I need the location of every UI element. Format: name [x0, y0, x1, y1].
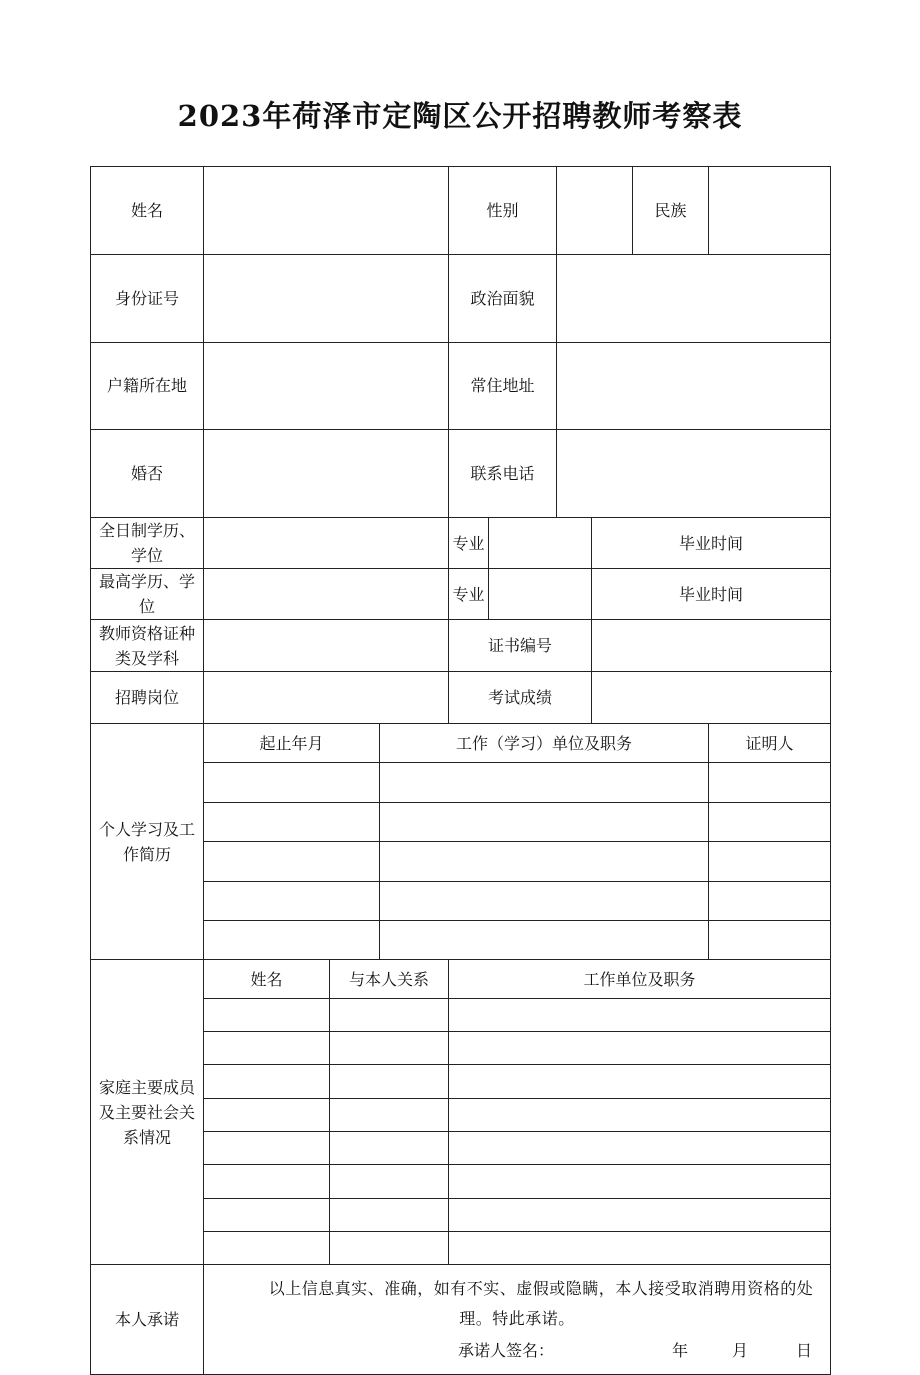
family-name-cell[interactable]: [204, 1132, 330, 1165]
politics-label: 政治面貌: [449, 254, 557, 342]
resume-unit-cell[interactable]: [380, 763, 709, 803]
fulltime-degree-label: 全日制学历、学位: [91, 518, 204, 569]
resume-unit-cell[interactable]: [380, 882, 709, 921]
family-col-unit: 工作单位及职务: [449, 960, 831, 999]
family-section-label: 家庭主要成员及主要社会关系情况: [91, 960, 204, 1265]
cert-number-field[interactable]: [592, 620, 831, 672]
phone-field[interactable]: [557, 430, 831, 518]
fulltime-grad-time-label: 毕业时间: [592, 518, 831, 569]
fulltime-major-label: 专业: [449, 518, 489, 569]
family-unit-cell[interactable]: [449, 1132, 831, 1165]
resume-witness-cell[interactable]: [709, 803, 831, 842]
address-field[interactable]: [557, 342, 831, 430]
recruit-post-label: 招聘岗位: [91, 672, 204, 724]
fulltime-degree-field[interactable]: [204, 518, 449, 569]
resume-col-unit: 工作（学习）单位及职务: [380, 724, 709, 763]
family-relation-cell[interactable]: [330, 1165, 449, 1199]
family-relation-cell[interactable]: [330, 1065, 449, 1099]
resume-col-witness: 证明人: [709, 724, 831, 763]
signer-label: 承诺人签名：: [457, 1340, 554, 1360]
address-label: 常住地址: [449, 342, 557, 430]
resume-col-period: 起止年月: [204, 724, 380, 763]
recruit-post-field[interactable]: [204, 672, 449, 724]
marital-field[interactable]: [204, 430, 449, 518]
family-unit-cell[interactable]: [449, 1165, 831, 1199]
family-name-cell[interactable]: [204, 1199, 330, 1232]
exam-score-label: 考试成绩: [449, 672, 592, 724]
signature-line: [206, 1336, 828, 1366]
family-name-cell[interactable]: [204, 1165, 330, 1199]
marital-label: 婚否: [91, 430, 204, 518]
highest-degree-label: 最高学历、学位: [91, 569, 204, 620]
hukou-label: 户籍所在地: [91, 342, 204, 430]
resume-unit-cell[interactable]: [380, 803, 709, 842]
resume-period-cell[interactable]: [204, 842, 380, 882]
family-unit-cell[interactable]: [449, 1199, 831, 1232]
exam-score-field[interactable]: [592, 672, 831, 724]
resume-period-cell[interactable]: [204, 803, 380, 842]
highest-degree-field[interactable]: [204, 569, 449, 620]
family-relation-cell[interactable]: [330, 999, 449, 1032]
politics-field[interactable]: [557, 254, 831, 342]
highest-major-field[interactable]: [489, 569, 592, 620]
resume-section-label: 个人学习及工作简历: [91, 724, 204, 960]
resume-unit-cell[interactable]: [380, 842, 709, 882]
family-relation-cell[interactable]: [330, 1032, 449, 1065]
commitment-cell: [204, 1265, 831, 1375]
family-unit-cell[interactable]: [449, 1065, 831, 1099]
ethnicity-label: 民族: [633, 167, 709, 255]
resume-period-cell[interactable]: [204, 763, 380, 803]
highest-major-label: 专业: [449, 569, 489, 620]
day-label: 日: [796, 1340, 813, 1360]
resume-period-cell[interactable]: [204, 882, 380, 921]
ethnicity-field[interactable]: [709, 167, 831, 255]
id-field[interactable]: [204, 254, 449, 342]
family-unit-cell[interactable]: [449, 1099, 831, 1132]
family-name-cell[interactable]: [204, 1032, 330, 1065]
family-col-relation: 与本人关系: [330, 960, 449, 999]
resume-witness-cell[interactable]: [709, 921, 831, 960]
inspection-form: [90, 166, 830, 1375]
resume-witness-cell[interactable]: [709, 842, 831, 882]
teacher-cert-field[interactable]: [204, 620, 449, 672]
family-col-name: 姓名: [204, 960, 330, 999]
resume-period-cell[interactable]: [204, 921, 380, 960]
family-name-cell[interactable]: [204, 1099, 330, 1132]
gender-field[interactable]: [557, 167, 633, 255]
gender-label: 性别: [449, 167, 557, 255]
family-name-cell[interactable]: [204, 1065, 330, 1099]
form-table: [90, 166, 831, 1375]
month-label: 月: [732, 1340, 749, 1360]
phone-label: 联系电话: [449, 430, 557, 518]
cert-number-label: 证书编号: [449, 620, 592, 672]
family-name-cell[interactable]: [204, 1232, 330, 1265]
family-name-cell[interactable]: [204, 999, 330, 1032]
resume-unit-cell[interactable]: [380, 921, 709, 960]
family-relation-cell[interactable]: [330, 1132, 449, 1165]
teacher-cert-label: 教师资格证种类及学科: [91, 620, 204, 672]
family-unit-cell[interactable]: [449, 999, 831, 1032]
highest-grad-time-label: 毕业时间: [592, 569, 831, 620]
commitment-label: 本人承诺: [91, 1265, 204, 1375]
family-unit-cell[interactable]: [449, 1032, 831, 1065]
resume-witness-cell[interactable]: [709, 882, 831, 921]
family-relation-cell[interactable]: [330, 1232, 449, 1265]
name-field[interactable]: [204, 167, 449, 255]
family-relation-cell[interactable]: [330, 1099, 449, 1132]
year-label: 年: [672, 1340, 689, 1360]
commitment-text: 以上信息真实、准确，如有不实、虚假或隐瞒，本人接受取消聘用资格的处理。特此承诺。: [268, 1278, 814, 1328]
hukou-field[interactable]: [204, 342, 449, 430]
family-relation-cell[interactable]: [330, 1199, 449, 1232]
family-unit-cell[interactable]: [449, 1232, 831, 1265]
name-label: 姓名: [91, 167, 204, 255]
resume-witness-cell[interactable]: [709, 763, 831, 803]
page-title: 2023年荷泽市定陶区公开招聘教师考察表: [177, 99, 743, 133]
fulltime-major-field[interactable]: [489, 518, 592, 569]
id-label: 身份证号: [91, 254, 204, 342]
